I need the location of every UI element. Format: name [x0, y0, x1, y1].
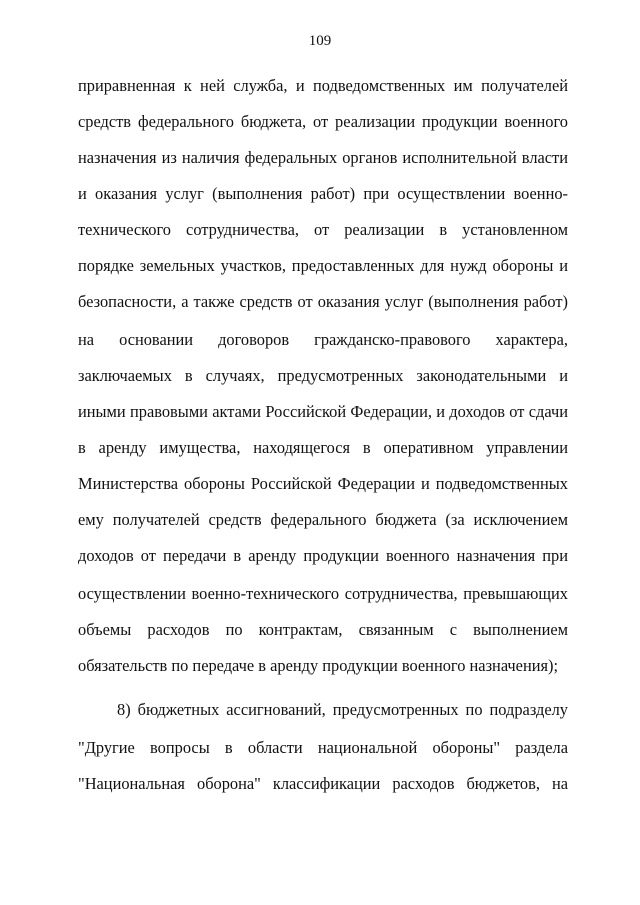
- text-line: средств федерального бюджета, от реализации продукции военного: [78, 112, 568, 131]
- text-line: назначения из наличия федеральных органов исполнительной власти: [78, 148, 568, 167]
- page-number: 109: [308, 33, 332, 49]
- text-line: приравненная к ней служба, и подведомственных им получателей: [78, 76, 568, 95]
- text-line: осуществлении военно-технического сотрудничества, превышающих: [78, 584, 568, 603]
- text-line: технического сотрудничества, от реализации в установленном: [78, 220, 568, 239]
- text-line: безопасности, а также средств от оказания услуг (выполнения работ): [78, 292, 568, 311]
- text-line: на основании договоров гражданско-правового характера,: [78, 330, 568, 349]
- text-line: в аренду имущества, находящегося в оперативном управлении: [78, 438, 568, 457]
- text-line: объемы расходов по контрактам, связанным с выполнением: [78, 620, 568, 639]
- text-line: заключаемых в случаях, предусмотренных законодательными и: [78, 366, 568, 385]
- text-line: доходов от передачи в аренду продукции военного назначения при: [78, 546, 568, 565]
- text-line: иными правовыми актами Российской Федерации, и доходов от сдачи: [78, 402, 568, 421]
- text-line: "Другие вопросы в области национальной обороны" раздела: [78, 738, 568, 757]
- text-line: порядке земельных участков, предоставленных для нужд обороны и: [78, 256, 568, 275]
- paragraph-first-line: 8) бюджетных ассигнований, предусмотренных по подразделу: [117, 700, 568, 719]
- text-line: ему получателей средств федерального бюджета (за исключением: [78, 510, 568, 529]
- paragraph-last-line: обязательств по передаче в аренду продукции военного назначения);: [78, 656, 559, 675]
- text-line: Министерства обороны Российской Федерации и подведомственных: [78, 474, 568, 493]
- text-line: "Национальная оборона" классификации расходов бюджетов, на: [78, 774, 568, 793]
- text-line: и оказания услуг (выполнения работ) при осуществлении военно-: [78, 184, 568, 203]
